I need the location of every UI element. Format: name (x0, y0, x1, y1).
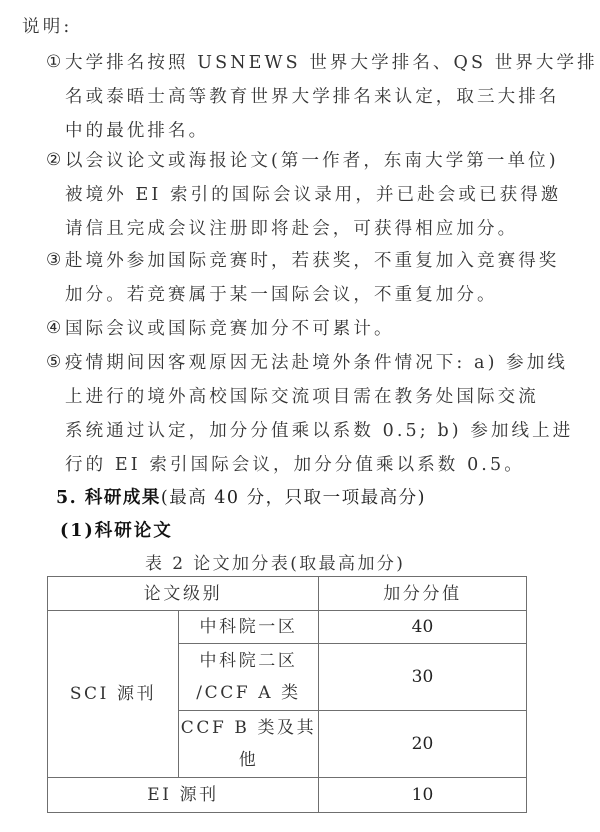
note-line: 被境外 EI 索引的国际会议录用，并已赴会或已获得邀 (65, 185, 562, 205)
note-line: 国际会议或国际竞赛加分不可累计。 (65, 319, 395, 339)
circled-number-3: ③ (46, 250, 62, 270)
score-value: 40 (411, 617, 434, 637)
circled-number-5: ⑤ (46, 352, 62, 372)
note-line: 名或泰晤士高等教育世界大学排名来认定，取三大排名 (65, 87, 560, 107)
section-note: (最高 40 分，只取一项最高分) (160, 488, 426, 508)
score-value: 10 (411, 785, 434, 805)
score-value: 20 (411, 734, 434, 754)
section-heading (56, 484, 426, 509)
table-cell-score (319, 778, 526, 812)
score-value: 30 (411, 667, 434, 687)
note-line: 中的最优排名。 (65, 121, 210, 141)
section-title: 5. 科研成果 (56, 488, 161, 508)
level-line: 中科院二区 (199, 651, 298, 671)
note-line: 疫情期间因客观原因无法赴境外条件情况下: a) 参加线 (65, 353, 568, 373)
note-line: 赴境外参加国际竞赛时，若获奖，不重复加入竞赛得奖 (65, 251, 560, 271)
level-line: 他 (238, 750, 259, 770)
table-cell-score (319, 711, 526, 777)
table-cell-category: SCI 源刊 (69, 684, 157, 704)
note-line: 请信且完成会议注册即将赴会，可获得相应加分。 (65, 219, 519, 239)
circled-number-1: ① (46, 52, 62, 72)
table-cell-level: 中科院一区 (199, 617, 298, 637)
note-line: 行的 EI 索引国际会议，加分分值乘以系数 0.5。 (65, 455, 525, 475)
level-line: CCF B 类及其 (180, 718, 317, 738)
table-header-score: 加分分值 (383, 583, 462, 604)
note-line: 系统通过认定，加分分值乘以系数 0.5; b) 参加线上进 (65, 421, 574, 441)
note-line: 加分。若竞赛属于某一国际会议，不重复加分。 (65, 285, 498, 305)
table-cell-level (179, 711, 318, 777)
table-cell-category: EI 源刊 (147, 785, 219, 805)
note-line: 上进行的境外高校国际交流项目需在教务处国际交流 (65, 387, 539, 407)
note-line: 以会议论文或海报论文(第一作者，东南大学第一单位) (65, 151, 559, 171)
level-line: /CCF A 类 (196, 683, 301, 703)
table-cell-level (179, 644, 318, 710)
circled-number-2: ② (46, 150, 62, 170)
table-header-level: 论文级别 (143, 583, 223, 604)
table-caption: 表 2 论文加分表(取最高加分) (145, 554, 406, 574)
score-table (47, 576, 527, 813)
subsection-heading: (1)科研论文 (60, 521, 173, 541)
circled-number-4: ④ (46, 318, 62, 338)
table-cell-score (319, 611, 526, 643)
table-cell-score (319, 644, 526, 710)
notes-heading: 说明: (22, 17, 73, 37)
note-line: 大学排名按照 USNEWS 世界大学排名、QS 世界大学排 (65, 53, 598, 73)
